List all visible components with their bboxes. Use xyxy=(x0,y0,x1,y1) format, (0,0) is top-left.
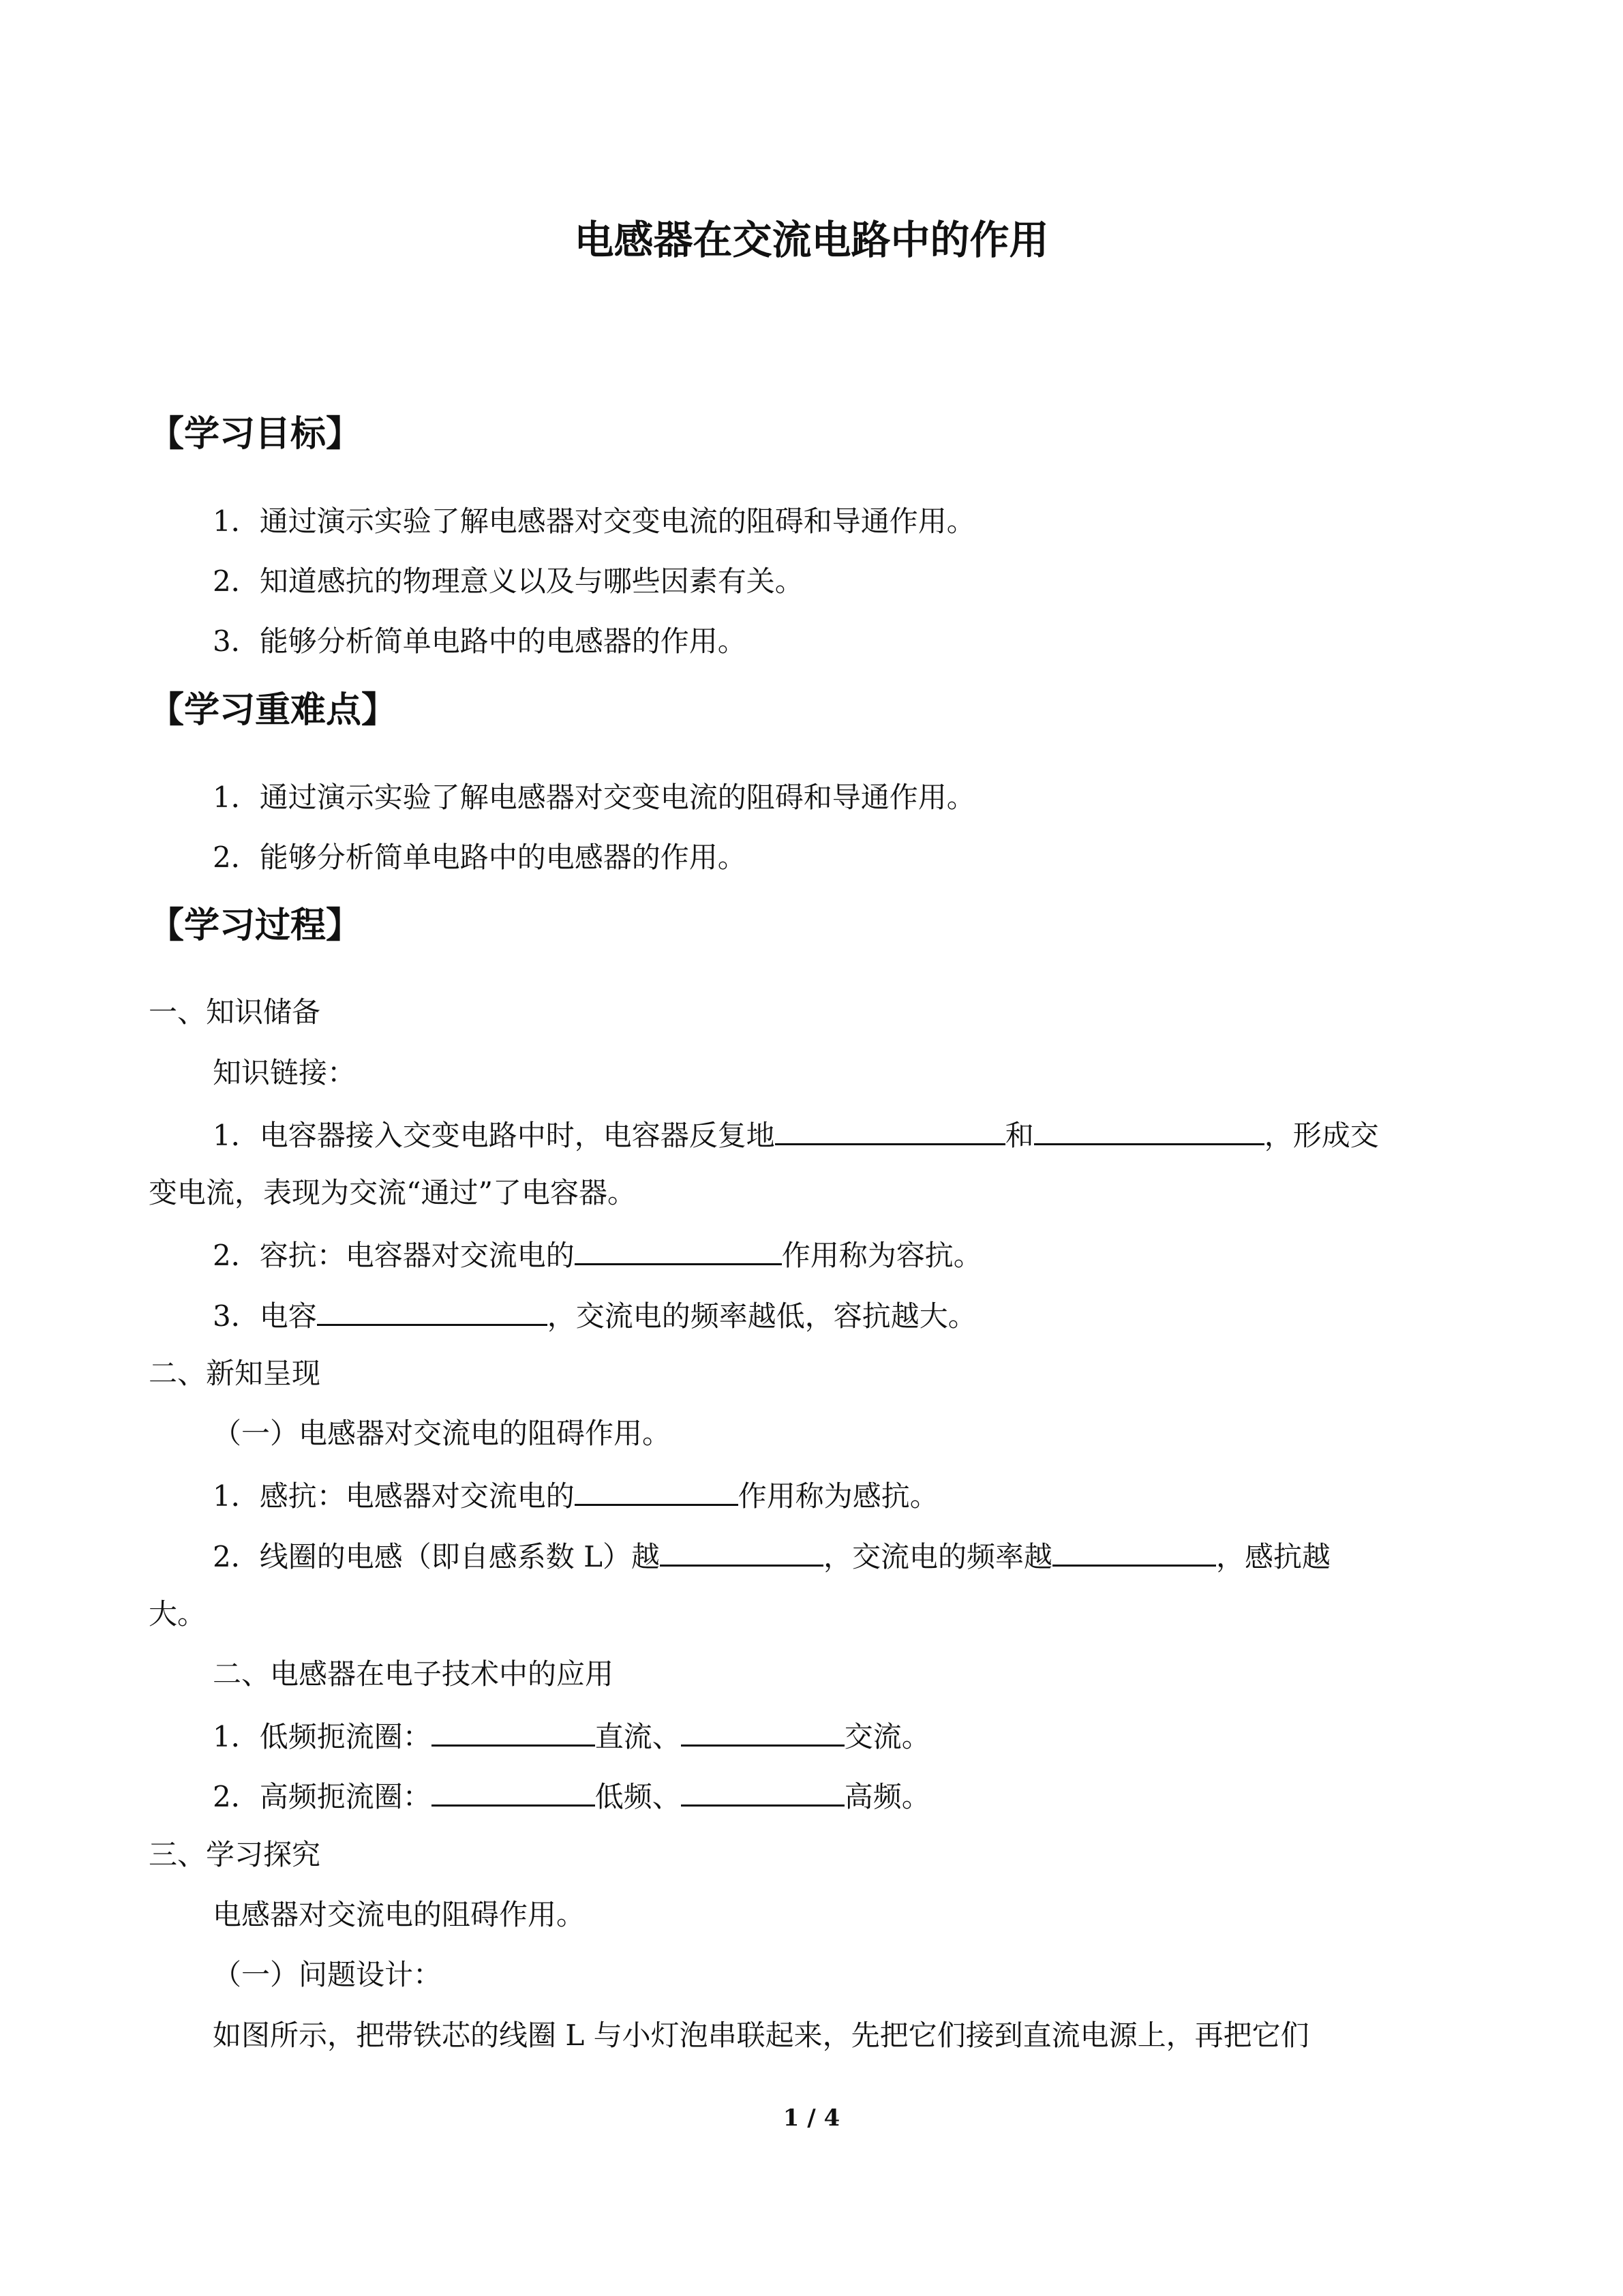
section-2-sub-1: （一）电感器对交流电的阻碍作用。 xyxy=(213,1417,671,1450)
q-text: ，形成交 xyxy=(1264,1119,1379,1152)
process-heading: 【学习过程】 xyxy=(149,905,362,946)
q-text: 直流、 xyxy=(594,1720,681,1753)
section-2-sub-2: 二、电感器在电子技术中的应用 xyxy=(213,1657,614,1691)
q-text: 高频。 xyxy=(844,1780,930,1813)
key-points-heading: 【学习重难点】 xyxy=(149,690,397,731)
key-point-item-2: 2．能够分析简单电路中的电感器的作用。 xyxy=(213,841,746,874)
fill-blank[interactable] xyxy=(775,1109,1005,1145)
q-text: 2．高频扼流圈： xyxy=(213,1780,431,1813)
section-3-sub: 电感器对交流电的阻碍作用。 xyxy=(213,1898,586,1931)
fill-blank[interactable] xyxy=(575,1470,738,1506)
question-s1-1-cont: 变电流，表现为交流“通过”了电容器。 xyxy=(149,1176,636,1209)
q-text: 2．容抗：电容器对交流电的 xyxy=(213,1239,575,1272)
objective-item-3: 3．能够分析简单电路中的电感器的作用。 xyxy=(213,624,746,658)
section-1-sub: 知识链接： xyxy=(213,1056,357,1089)
q-text: 2．线圈的电感（即自感系数 L）越 xyxy=(213,1540,660,1573)
fill-blank[interactable] xyxy=(660,1530,823,1567)
question-s1-3 xyxy=(213,1290,977,1340)
fill-blank[interactable] xyxy=(1052,1530,1216,1567)
question-s2-4 xyxy=(213,1770,930,1821)
section-2-title: 二、新知呈现 xyxy=(149,1357,321,1390)
q-text: 3．电容 xyxy=(213,1299,317,1333)
q-text: 作用称为感抗。 xyxy=(738,1479,939,1513)
section-1-title: 一、知识储备 xyxy=(149,995,321,1029)
key-point-item-1: 1．通过演示实验了解电感器对交变电流的阻碍和导通作用。 xyxy=(213,781,975,814)
question-s2-2-cont: 大。 xyxy=(149,1597,207,1631)
q-text: 1．电容器接入交变电路中时，电容器反复地 xyxy=(213,1119,775,1152)
fill-blank[interactable] xyxy=(317,1290,547,1326)
objective-item-2: 2．知道感抗的物理意义以及与哪些因素有关。 xyxy=(213,564,804,598)
q-text: ，交流电的频率越低，容抗越大。 xyxy=(547,1299,977,1333)
page-number: 1 / 4 xyxy=(783,2104,840,2132)
q-text: ，交流电的频率越 xyxy=(823,1540,1052,1573)
fill-blank[interactable] xyxy=(1034,1109,1264,1145)
question-s1-1 xyxy=(213,1109,1379,1160)
question-s2-2 xyxy=(213,1530,1331,1581)
objectives-heading: 【学习目标】 xyxy=(149,414,362,455)
q-text: 交流。 xyxy=(844,1720,930,1753)
fill-blank[interactable] xyxy=(431,1710,595,1747)
question-s2-1 xyxy=(213,1470,939,1520)
section-3-title: 三、学习探究 xyxy=(149,1838,321,1871)
fill-blank[interactable] xyxy=(575,1229,782,1265)
q-text: 和 xyxy=(1005,1119,1034,1152)
fill-blank[interactable] xyxy=(431,1770,595,1807)
q-text: 1．感抗：电感器对交流电的 xyxy=(213,1479,575,1513)
q-text: 1．低频扼流圈： xyxy=(213,1720,431,1753)
section-3-sub-2: （一）问题设计： xyxy=(213,1958,442,1991)
fill-blank[interactable] xyxy=(681,1710,845,1747)
objective-item-1: 1．通过演示实验了解电感器对交变电流的阻碍和导通作用。 xyxy=(213,504,975,538)
q-text: 作用称为容抗。 xyxy=(781,1239,982,1272)
q-text: 低频、 xyxy=(594,1780,681,1813)
section-3-text: 如图所示，把带铁芯的线圈 L 与小灯泡串联起来，先把它们接到直流电源上，再把它们 xyxy=(213,2019,1309,2052)
question-s2-3 xyxy=(213,1710,930,1761)
page-title: 电感器在交流电路中的作用 xyxy=(574,217,1049,263)
q-text: ，感抗越 xyxy=(1215,1540,1331,1573)
question-s1-2 xyxy=(213,1229,982,1280)
fill-blank[interactable] xyxy=(681,1770,845,1807)
